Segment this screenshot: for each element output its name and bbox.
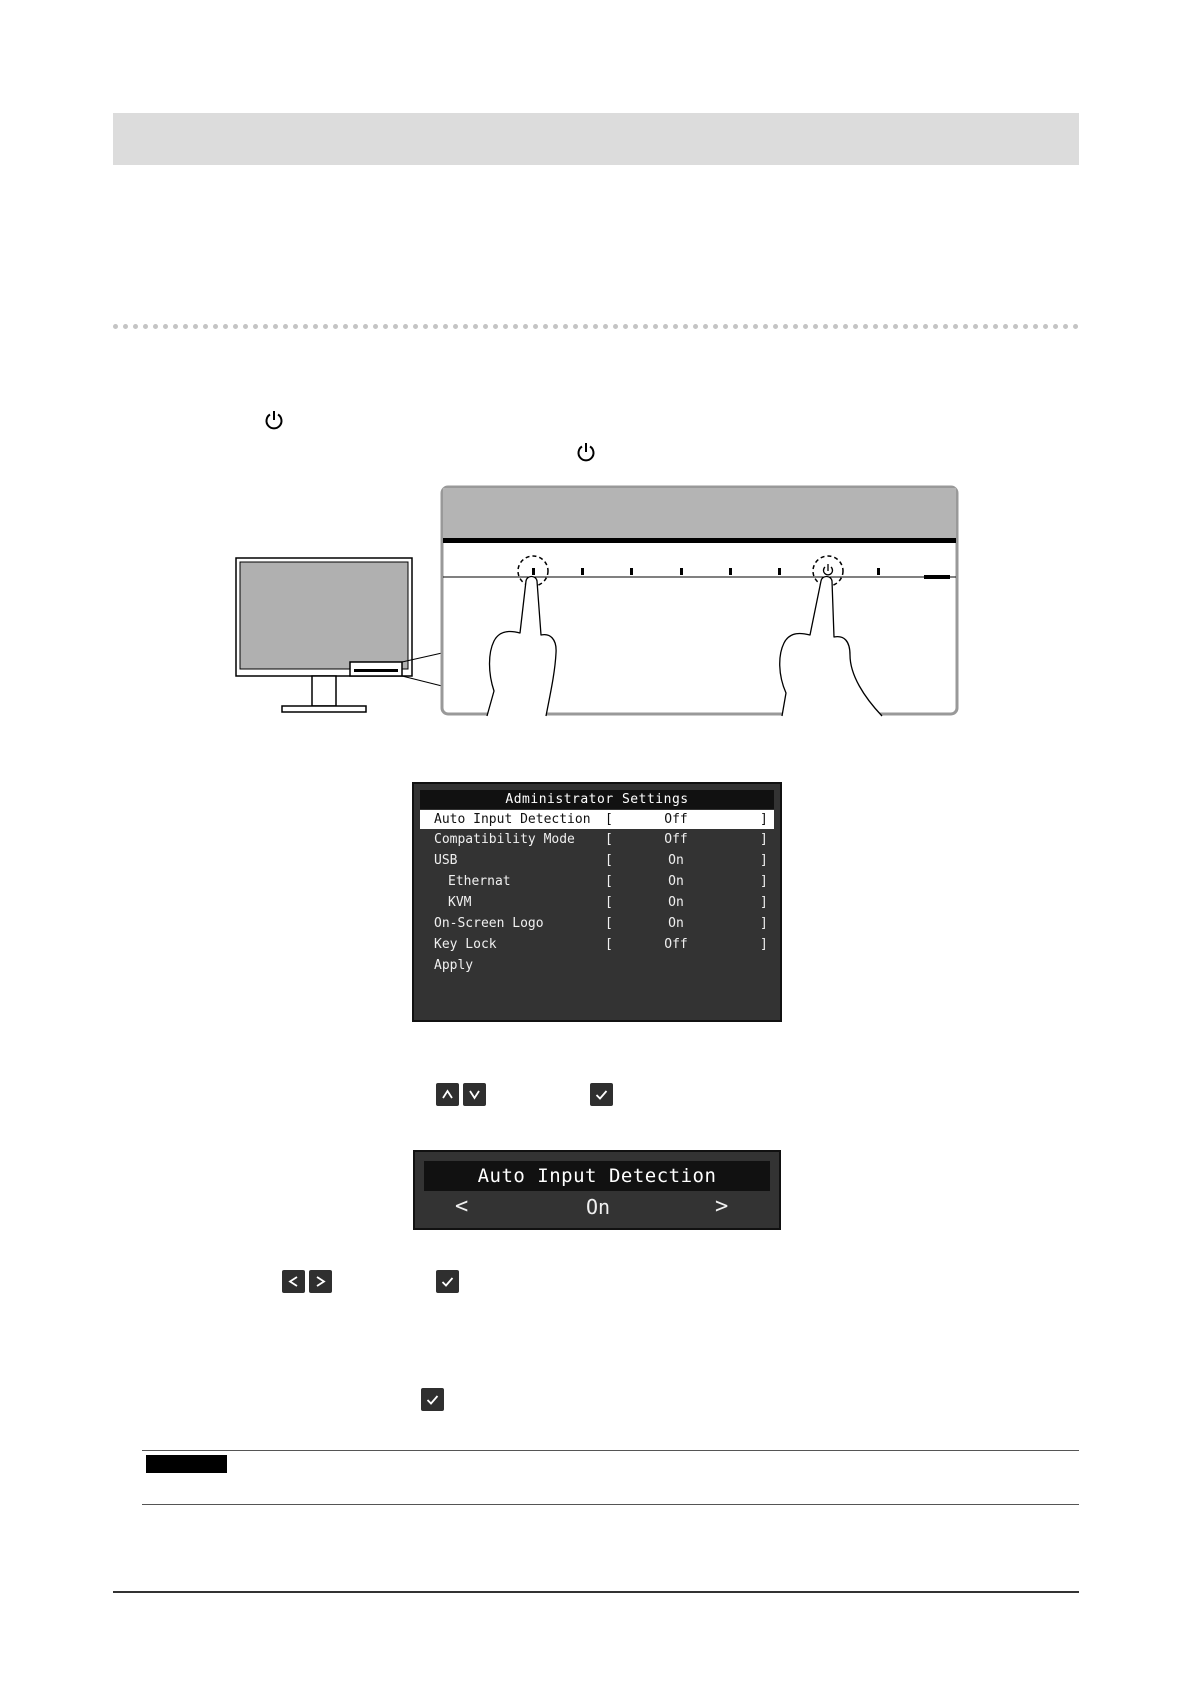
menu-item-value: On	[668, 874, 684, 889]
menu-item-label: KVM	[448, 895, 472, 910]
power-icon	[263, 409, 285, 431]
previous-option-arrow[interactable]: <	[455, 1194, 469, 1219]
monitor-icon	[236, 558, 412, 712]
menu-item-compatibility-mode[interactable]	[420, 830, 774, 849]
checkmark-key-icon	[590, 1083, 613, 1106]
menu-title: Auto Input Detection	[424, 1161, 770, 1191]
menu-item-value: Off	[664, 812, 688, 827]
bracket-close: ]	[760, 895, 768, 910]
menu-item-value: On	[668, 916, 684, 931]
left-arrow-key-icon	[282, 1270, 305, 1293]
menu-item-label: On-Screen Logo	[434, 916, 544, 931]
menu-item-value: On	[668, 895, 684, 910]
menu-item-label: Compatibility Mode	[434, 832, 575, 847]
note-top-rule	[142, 1450, 1079, 1451]
menu-item-value: Off	[664, 832, 688, 847]
menu-item-auto-input-detection[interactable]	[420, 810, 774, 829]
up-arrow-key-icon	[436, 1083, 459, 1106]
menu-item-key-lock[interactable]	[420, 935, 774, 954]
bracket-open: [	[605, 916, 613, 931]
note-badge	[146, 1455, 227, 1473]
dotted-separator	[113, 324, 1079, 329]
bracket-open: [	[605, 853, 613, 868]
bracket-close: ]	[760, 874, 768, 889]
menu-item-value: Off	[664, 937, 688, 952]
monitor-key-illustration	[230, 483, 960, 718]
bracket-close: ]	[760, 812, 768, 827]
menu-item-label: Ethernat	[448, 874, 511, 889]
bracket-close: ]	[760, 916, 768, 931]
menu-item-usb[interactable]	[420, 851, 774, 870]
menu-item-value: On	[668, 853, 684, 868]
menu-item-apply[interactable]	[420, 956, 774, 975]
bracket-open: [	[605, 937, 613, 952]
bracket-open: [	[605, 832, 613, 847]
menu-item-ethernat[interactable]	[420, 872, 774, 891]
footer-rule	[113, 1591, 1079, 1593]
menu-item-label: USB	[434, 853, 458, 868]
right-arrow-key-icon	[309, 1270, 332, 1293]
administrator-settings-menu	[412, 782, 782, 1022]
bracket-open: [	[605, 895, 613, 910]
menu-item-label: Auto Input Detection	[434, 812, 591, 827]
menu-item-kvm[interactable]	[420, 893, 774, 912]
bracket-close: ]	[760, 853, 768, 868]
menu-item-label: Apply	[434, 958, 474, 973]
bracket-open: [	[605, 874, 613, 889]
bracket-open: [	[605, 812, 613, 827]
note-bottom-rule	[142, 1504, 1079, 1505]
down-arrow-key-icon	[463, 1083, 486, 1106]
checkmark-key-icon	[421, 1388, 444, 1411]
menu-item-on-screen-logo[interactable]	[420, 914, 774, 933]
menu-item-label: Key Lock	[434, 937, 497, 952]
bracket-close: ]	[760, 832, 768, 847]
section-header-band	[113, 113, 1079, 165]
next-option-arrow[interactable]: >	[715, 1194, 729, 1219]
menu-title: Administrator Settings	[420, 790, 774, 809]
auto-input-detection-menu	[413, 1150, 781, 1230]
bracket-close: ]	[760, 937, 768, 952]
option-value: On	[585, 1195, 611, 1219]
checkmark-key-icon	[436, 1270, 459, 1293]
power-icon	[575, 441, 597, 463]
